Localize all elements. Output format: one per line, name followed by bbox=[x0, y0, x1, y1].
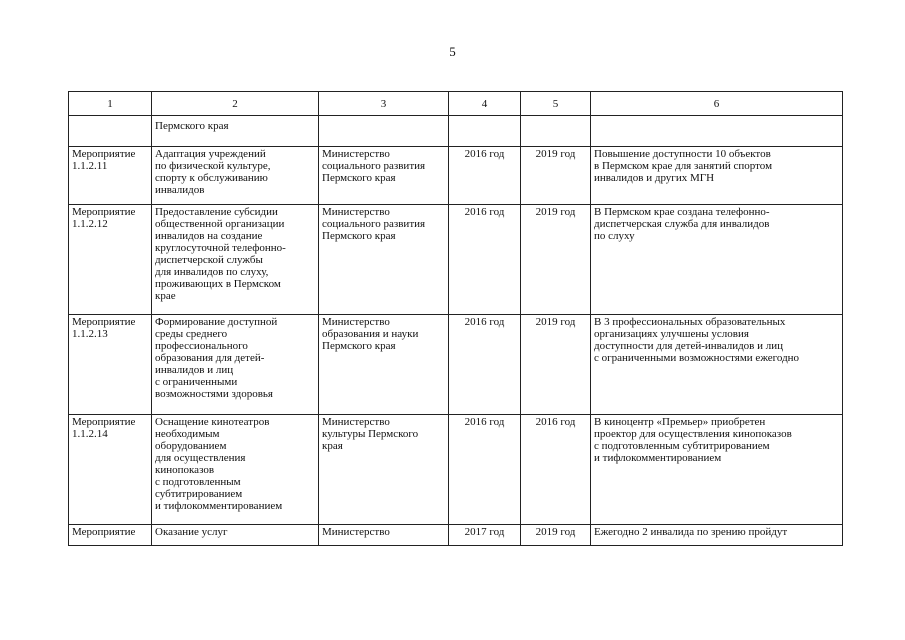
end-year: 2019 год bbox=[521, 147, 591, 205]
measure-id: Мероприятие 1.1.2.12 bbox=[69, 205, 152, 315]
measure-description: Оказание услуг bbox=[152, 525, 319, 546]
start-year: 2016 год bbox=[449, 415, 521, 525]
cell-c6 bbox=[591, 116, 843, 147]
expected-result: В 3 профессиональных образовательных организациях улучшены условия доступности для детей-инвалидов и лиц с ограниченными возможностями ежегодно bbox=[591, 315, 843, 415]
end-year: 2019 год bbox=[521, 205, 591, 315]
responsible-ministry: Министерство образования и науки Пермского края bbox=[319, 315, 449, 415]
measure-description: Формирование доступной среды среднего профессионального образования для детей- инвалидов и лиц с ограниченными возможностями здоровья bbox=[152, 315, 319, 415]
table-row bbox=[69, 116, 843, 147]
start-year: 2016 год bbox=[449, 147, 521, 205]
expected-result: В киноцентр «Премьер» приобретен проектор для осуществления кинопоказов с подготовленным субтитрированием и тифлокомментированием bbox=[591, 415, 843, 525]
page-number: 5 bbox=[449, 44, 456, 59]
header-row bbox=[69, 92, 843, 116]
start-year: 2016 год bbox=[449, 205, 521, 315]
measure-description: Предоставление субсидии общественной организации инвалидов на создание круглосуточной телефонно- диспетчерской службы для инвалидов по слуху, проживающих в Пермском крае bbox=[152, 205, 319, 315]
start-year: 2017 год bbox=[449, 525, 521, 546]
responsible-ministry: Министерство культуры Пермского края bbox=[319, 415, 449, 525]
table-row bbox=[69, 205, 843, 315]
measures-table bbox=[68, 91, 843, 546]
column-header: 6 bbox=[591, 92, 843, 116]
cell-c2: Пермского края bbox=[152, 116, 319, 147]
table-row bbox=[69, 315, 843, 415]
start-year: 2016 год bbox=[449, 315, 521, 415]
end-year: 2016 год bbox=[521, 415, 591, 525]
column-header: 2 bbox=[152, 92, 319, 116]
responsible-ministry: Министерство bbox=[319, 525, 449, 546]
measure-id: Мероприятие 1.1.2.14 bbox=[69, 415, 152, 525]
column-header: 1 bbox=[69, 92, 152, 116]
responsible-ministry: Министерство социального развития Пермского края bbox=[319, 147, 449, 205]
end-year: 2019 год bbox=[521, 315, 591, 415]
cell-c3 bbox=[319, 116, 449, 147]
expected-result: Ежегодно 2 инвалида по зрению пройдут bbox=[591, 525, 843, 546]
column-header: 3 bbox=[319, 92, 449, 116]
table-row bbox=[69, 147, 843, 205]
measure-id: Мероприятие 1.1.2.11 bbox=[69, 147, 152, 205]
column-header: 4 bbox=[449, 92, 521, 116]
end-year: 2019 год bbox=[521, 525, 591, 546]
cell-c5 bbox=[521, 116, 591, 147]
responsible-ministry: Министерство социального развития Пермского края bbox=[319, 205, 449, 315]
measure-description: Адаптация учреждений по физической культуре, спорту к обслуживанию инвалидов bbox=[152, 147, 319, 205]
measure-description: Оснащение кинотеатров необходимым оборудованием для осуществления кинопоказов с подготовленным субтитрированием и тифлокомментированием bbox=[152, 415, 319, 525]
column-header: 5 bbox=[521, 92, 591, 116]
table-row bbox=[69, 525, 843, 546]
cell-c1 bbox=[69, 116, 152, 147]
expected-result: В Пермском крае создана телефонно- диспетчерская служба для инвалидов по слуху bbox=[591, 205, 843, 315]
cell-c4 bbox=[449, 116, 521, 147]
measure-id: Мероприятие 1.1.2.13 bbox=[69, 315, 152, 415]
table-row bbox=[69, 415, 843, 525]
expected-result: Повышение доступности 10 объектов в Пермском крае для занятий спортом инвалидов и других МГН bbox=[591, 147, 843, 205]
measure-id: Мероприятие bbox=[69, 525, 152, 546]
